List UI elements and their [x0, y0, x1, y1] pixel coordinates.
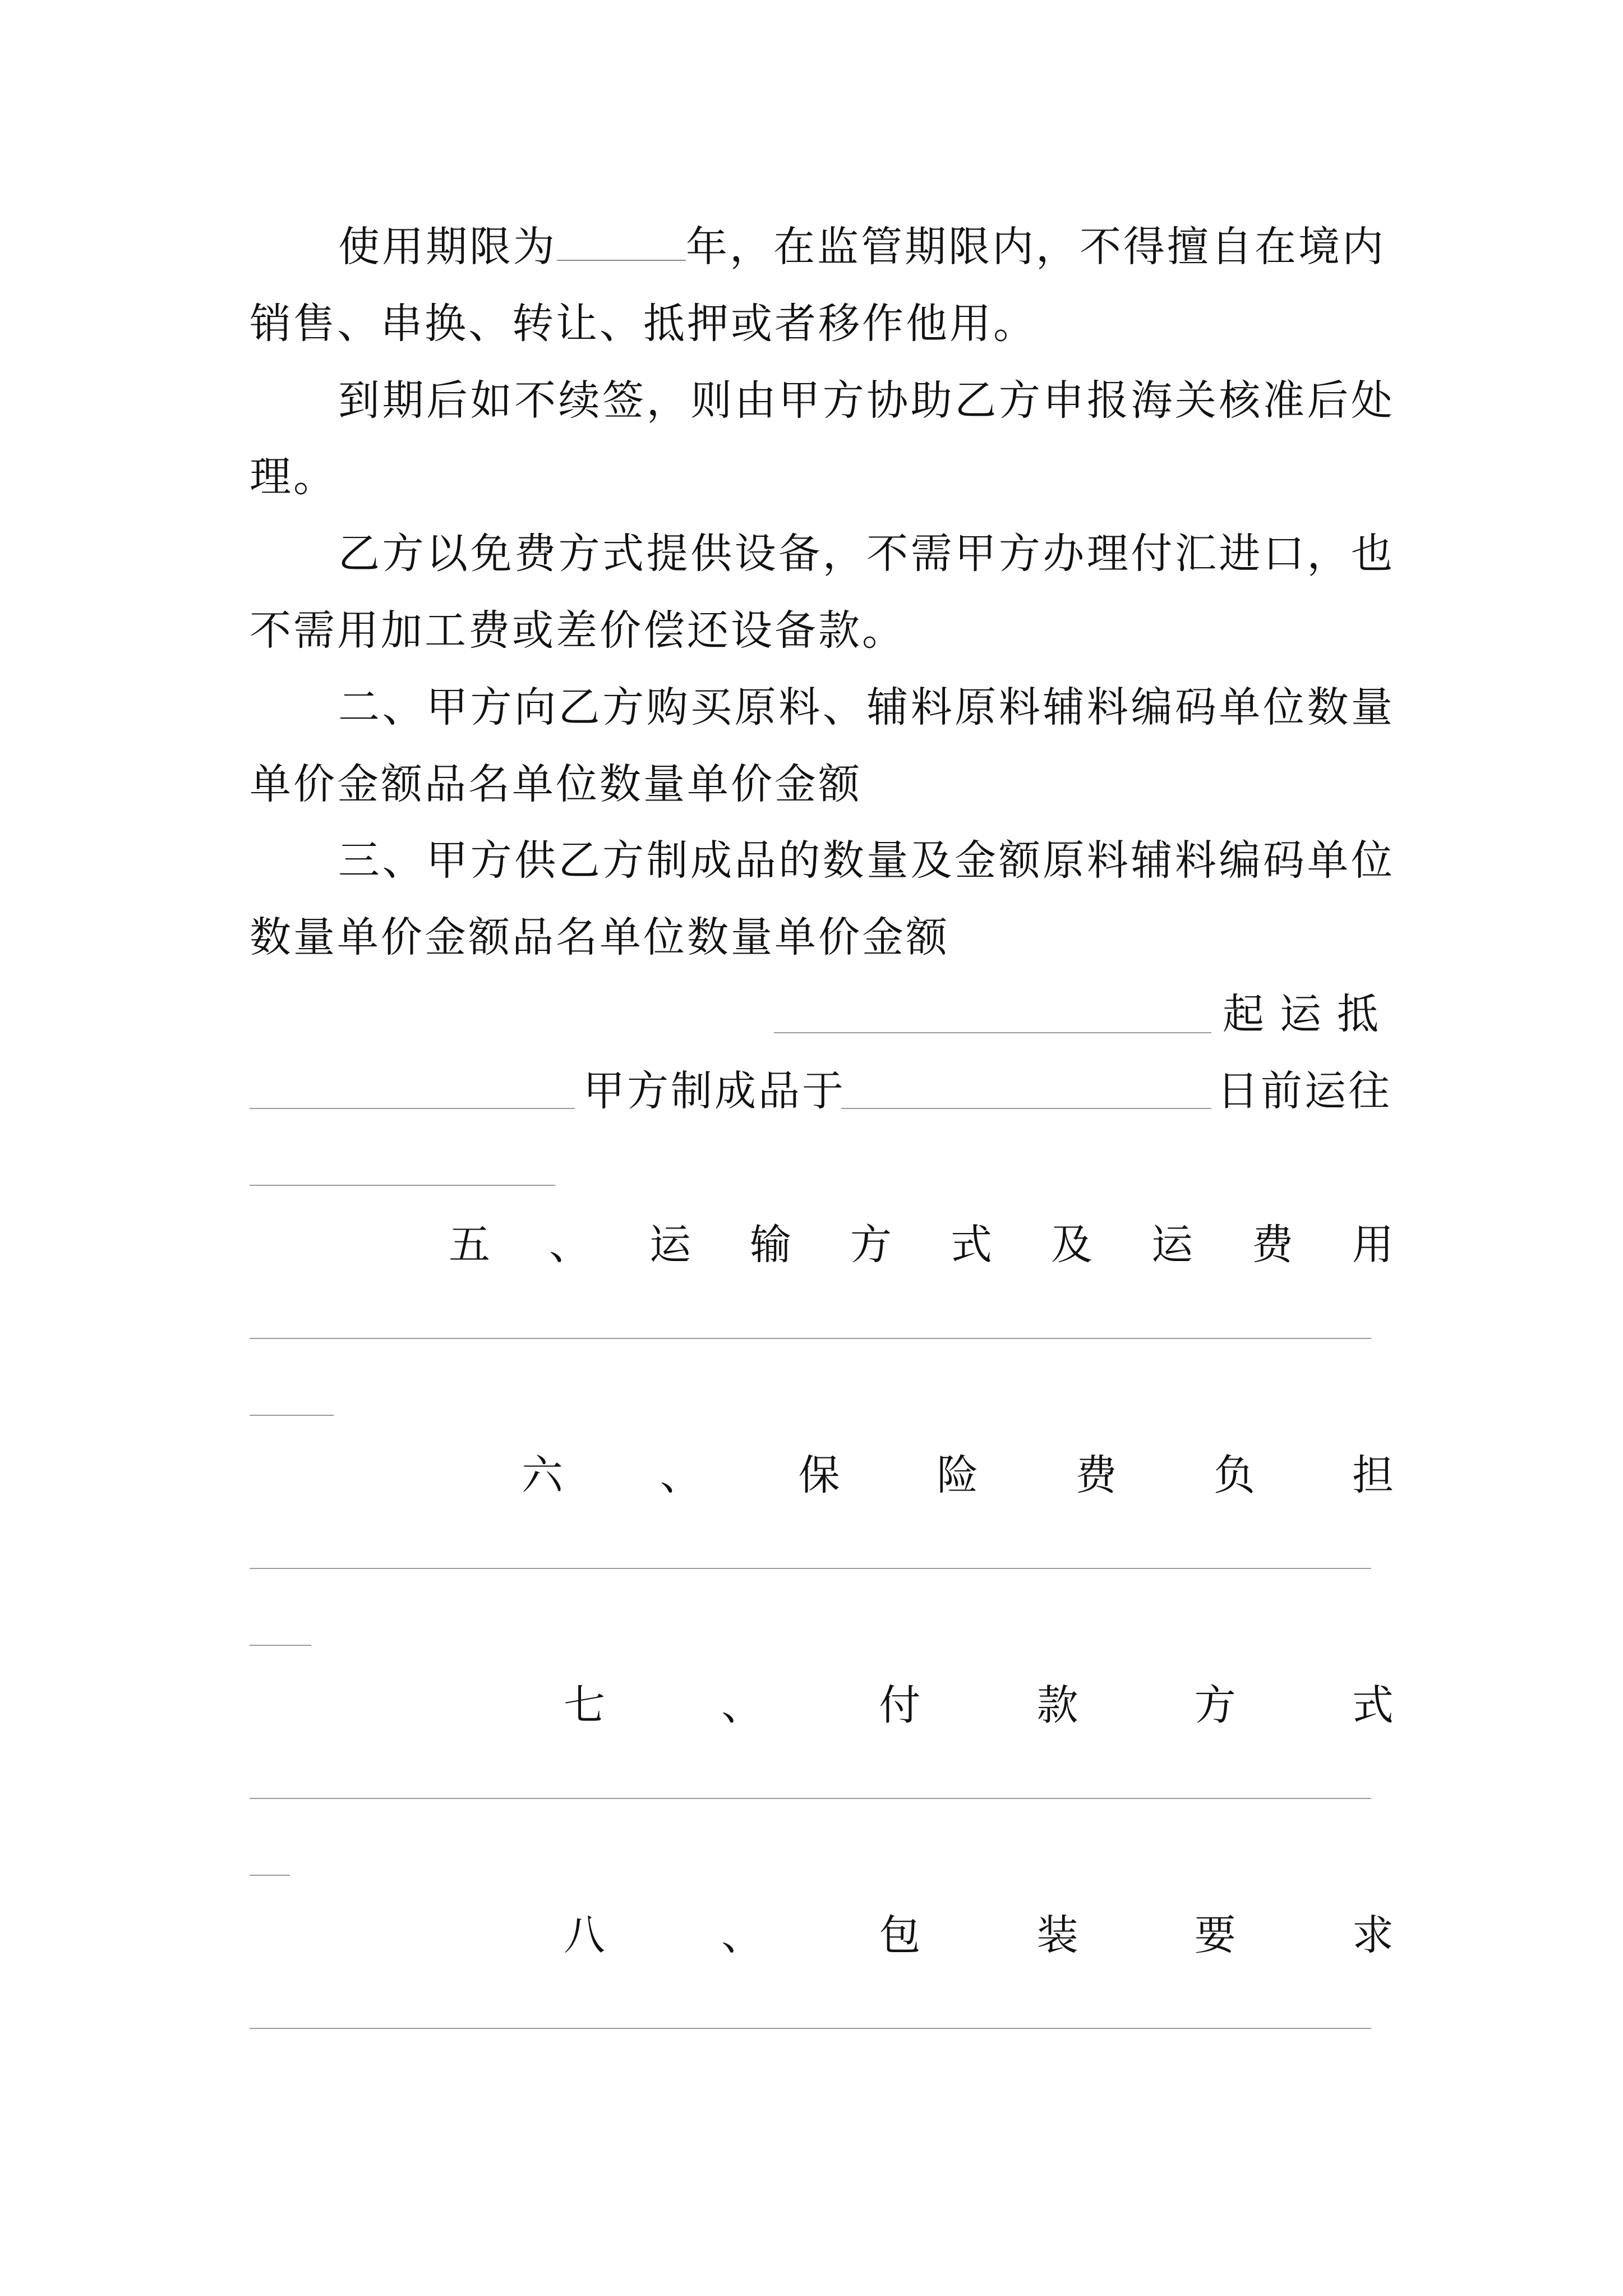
section-4-supply-date-blank[interactable]: [774, 1032, 1211, 1033]
section-5-char-2: 运: [649, 1221, 691, 1269]
section-8-blank-line-1[interactable]: [250, 2028, 1371, 2029]
paragraph-usage-period-line-2: [250, 296, 1394, 352]
section-5-char-3: 输: [750, 1221, 791, 1269]
section-5-char-0: 五: [449, 1221, 490, 1269]
paragraph-free-equipment-line-2: [250, 602, 1394, 659]
section-8-char-0: 八: [564, 1911, 605, 1959]
section-8-char-2: 包: [879, 1911, 921, 1959]
section-7-char-5: 式: [1352, 1681, 1394, 1729]
section-6-heading: [522, 1447, 1394, 1503]
section-3-line-2: [250, 909, 1394, 965]
section-3-heading: 三、甲方供乙方制成品的数量及金额原料辅料编码单位: [338, 836, 1393, 885]
section-4-arrival-label-wrap: [1223, 986, 1396, 1042]
section-5-char-5: 式: [951, 1221, 992, 1269]
expiry-text: 到期后如不续签，则由甲方协助乙方申报海关核准后处: [338, 376, 1393, 425]
paragraph-expiry-line-2: [250, 449, 474, 505]
section-5-char-1: 、: [549, 1221, 591, 1269]
section-7-char-4: 方: [1194, 1681, 1236, 1729]
usage-period-prefix: 使用期限为: [338, 223, 557, 271]
section-6-blank-line-2[interactable]: [250, 1645, 311, 1646]
section-7-char-2: 付: [879, 1681, 921, 1729]
section-8-char-3: 装: [1036, 1911, 1078, 1959]
section-3-columns: 数量单价金额品名单位数量单价金额: [250, 913, 949, 961]
free-equipment-text-end: 不需用加工费或差价偿还设备款。: [250, 606, 906, 655]
section-6-char-4: 费: [1075, 1451, 1117, 1499]
section-6-char-5: 负: [1214, 1451, 1256, 1499]
paragraph-usage-period-line-1: [338, 219, 1393, 275]
section-6-blank-line-1[interactable]: [250, 1568, 1371, 1569]
section-4-product-date-blank[interactable]: [841, 1108, 1211, 1109]
section-8-char-4: 要: [1194, 1911, 1236, 1959]
section-5-char-6: 及: [1051, 1221, 1092, 1269]
section-7-char-0: 七: [564, 1681, 605, 1729]
free-equipment-text: 乙方以免费方式提供设备，不需甲方办理付汇进口，也: [338, 530, 1393, 578]
section-5-char-7: 运: [1151, 1221, 1193, 1269]
section-4-product-label: 甲方制成品于: [583, 1067, 846, 1115]
section-6-char-3: 险: [937, 1451, 979, 1499]
section-6-char-2: 保: [798, 1451, 840, 1499]
section-2-line-1: [338, 679, 1393, 735]
section-5-blank-line-2[interactable]: [250, 1415, 334, 1416]
section-8-char-1: 、: [721, 1911, 763, 1959]
section-4-shipped-label: 日前运往: [1217, 1067, 1392, 1115]
section-2-heading: 二、甲方向乙方购买原料、辅料原料辅料编码单位数量: [338, 683, 1393, 731]
section-2-line-2: [250, 756, 1394, 812]
usage-period-restrictions: 销售、串换、转让、抵押或者移作他用。: [250, 300, 1037, 348]
section-7-blank-line-1[interactable]: [250, 1798, 1371, 1799]
section-6-char-0: 六: [522, 1451, 563, 1499]
section-5-char-4: 方: [850, 1221, 892, 1269]
section-7-blank-line-2[interactable]: [250, 1875, 290, 1876]
section-5-char-9: 用: [1352, 1221, 1394, 1269]
section-3-line-1: [338, 832, 1393, 889]
section-4-ship-to-blank[interactable]: [250, 1185, 555, 1186]
usage-period-suffix: 年，在监管期限内，不得擅自在境内: [686, 223, 1386, 271]
usage-period-years-blank[interactable]: [557, 220, 686, 261]
section-6-char-1: 、: [660, 1451, 702, 1499]
section-4-destination-blank[interactable]: [250, 1108, 575, 1109]
section-5-blank-line-1[interactable]: [250, 1338, 1371, 1339]
section-7-char-3: 款: [1036, 1681, 1078, 1729]
section-8-char-5: 求: [1352, 1911, 1394, 1959]
section-7-char-1: 、: [721, 1681, 763, 1729]
section-8-heading: [564, 1907, 1394, 1963]
paragraph-expiry-line-1: [338, 372, 1393, 429]
section-5-heading: [449, 1217, 1394, 1273]
expiry-text-end: 理。: [250, 453, 337, 501]
section-7-heading: [564, 1677, 1394, 1733]
section-6-char-6: 担: [1352, 1451, 1394, 1499]
paragraph-free-equipment-line-1: [338, 526, 1393, 582]
section-4-line-2b: [1217, 1063, 1396, 1119]
section-4-arrival-label: 起运抵: [1223, 990, 1394, 1038]
section-2-columns: 单价金额品名单位数量单价金额: [250, 760, 862, 808]
section-5-char-8: 费: [1252, 1221, 1293, 1269]
section-4-line-2a: [583, 1063, 846, 1119]
